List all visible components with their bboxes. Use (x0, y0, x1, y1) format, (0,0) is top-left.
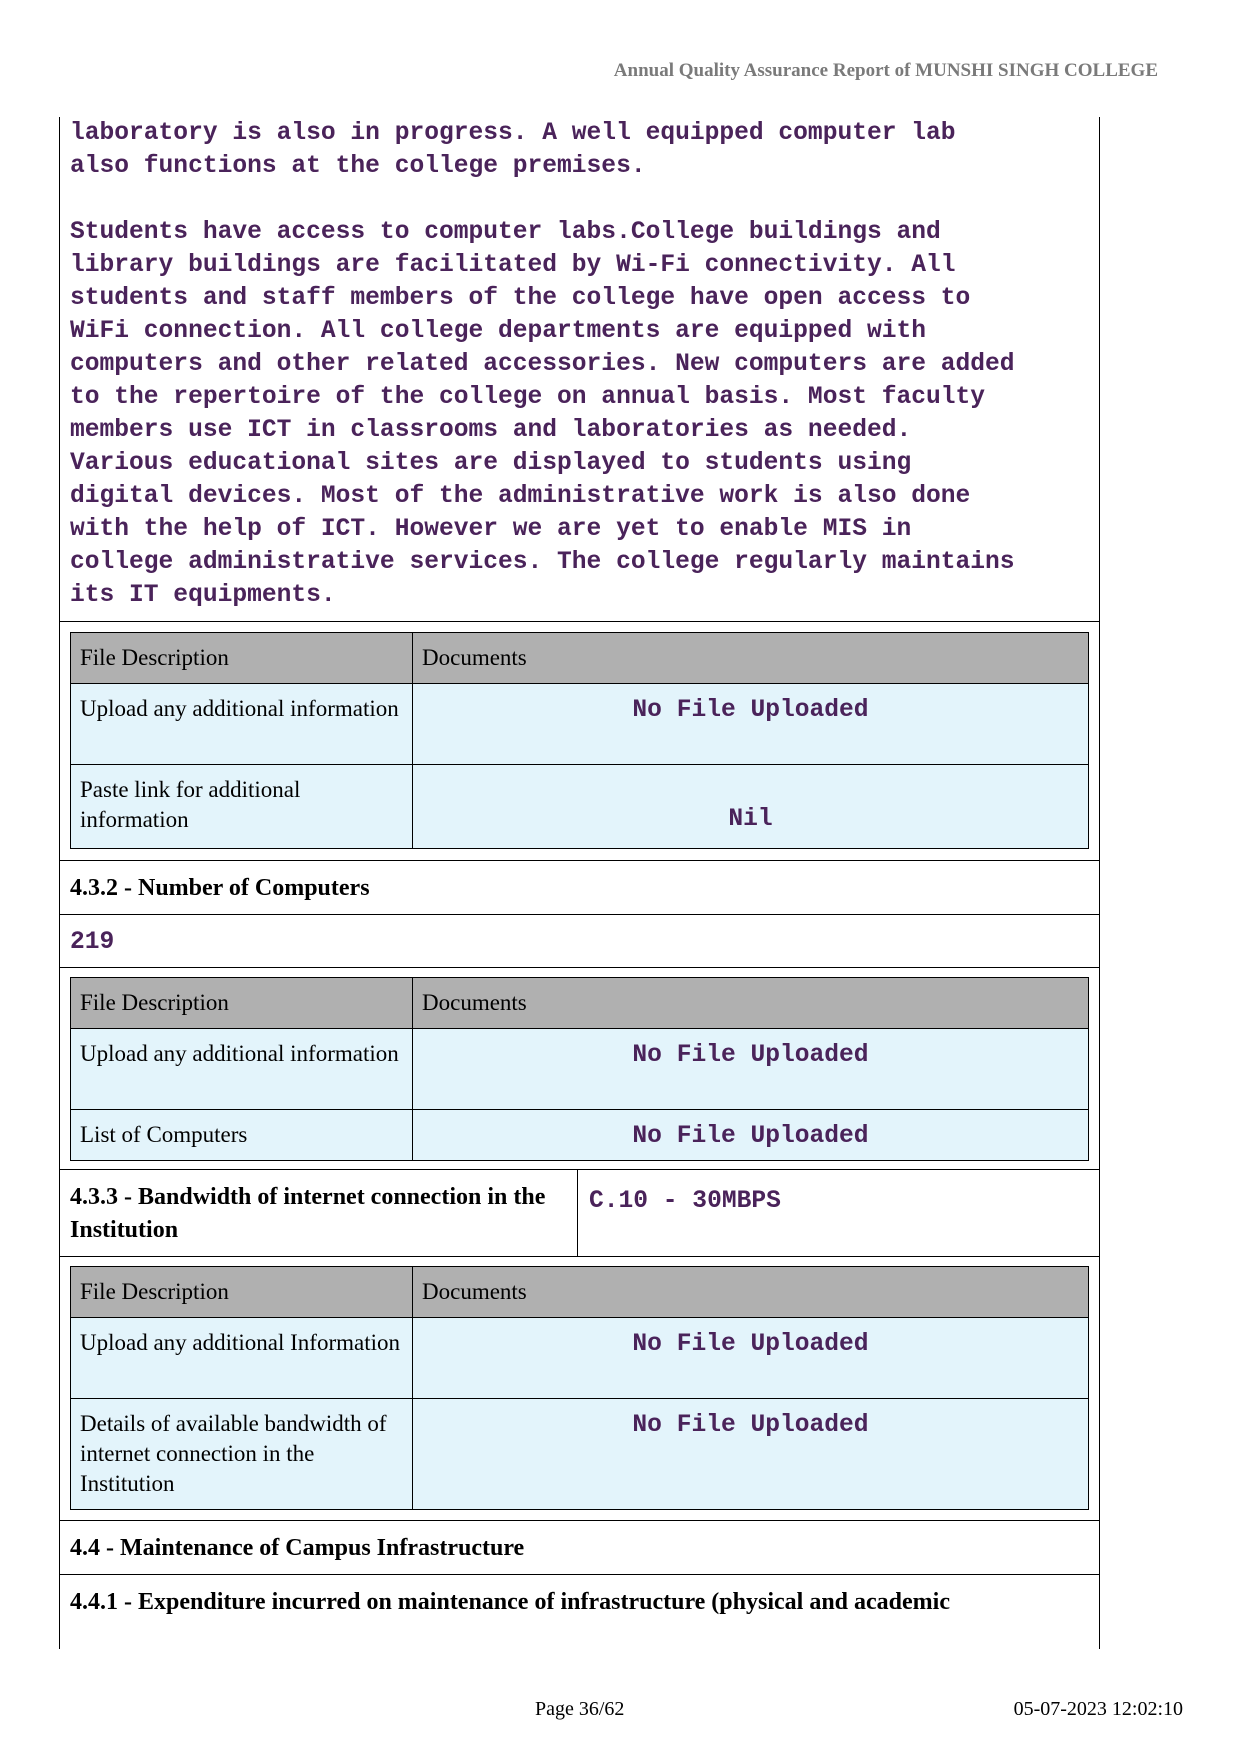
row-document: No File Uploaded (413, 1318, 1089, 1399)
divider (60, 1256, 1099, 1257)
table-row (71, 1318, 1089, 1399)
row-description: Paste link for additional information (71, 765, 413, 849)
cell-divider (577, 1169, 578, 1256)
table-header-row (71, 1267, 1089, 1318)
col-documents: Documents (413, 1267, 1089, 1318)
row-document: No File Uploaded (413, 1029, 1089, 1110)
content-frame (59, 117, 1100, 1649)
row-description: List of Computers (71, 1110, 413, 1161)
table-row (71, 765, 1089, 849)
row-document: No File Uploaded (413, 684, 1089, 765)
divider (60, 914, 1099, 915)
divider (60, 967, 1099, 968)
divider (60, 1520, 1099, 1521)
table-row (71, 1399, 1089, 1510)
number-of-computers-value: 219 (70, 929, 115, 956)
divider (60, 860, 1099, 861)
row-description: Upload any additional Information (71, 1318, 413, 1399)
section-title-4-4-1: 4.4.1 - Expenditure incurred on maintenance of infrastructure (physical and academic (70, 1589, 950, 1615)
section-title-4-3-2: 4.3.2 - Number of Computers (70, 875, 370, 901)
table-header-row (71, 978, 1089, 1029)
col-documents: Documents (413, 978, 1089, 1029)
row-description: Details of available bandwidth of internet connection in the Institution (71, 1399, 413, 1510)
row-document: No File Uploaded (413, 1110, 1089, 1161)
section-title-4-4: 4.4 - Maintenance of Campus Infrastructure (70, 1535, 525, 1561)
col-file-description: File Description (71, 633, 413, 684)
generated-timestamp: 05-07-2023 12:02:10 (1013, 1698, 1183, 1720)
divider (60, 1169, 1099, 1170)
report-header: Annual Quality Assurance Report of MUNSHI SINGH COLLEGE (613, 60, 1158, 81)
table-header-row (71, 633, 1089, 684)
col-file-description: File Description (71, 978, 413, 1029)
col-documents: Documents (413, 633, 1089, 684)
file-table-3 (70, 1266, 1089, 1510)
file-table-2 (70, 977, 1089, 1161)
table-row (71, 684, 1089, 765)
divider (60, 1574, 1099, 1575)
page-number: Page 36/62 (535, 1698, 625, 1720)
infrastructure-description: laboratory is also in progress. A well equipped computer lab also functions at the college premises. Students have access to computer labs.College buildings and library buildings are facilitated by Wi-Fi connectivity. All students and staff members of the college have open access to WiFi connection. All college departments are equipped with computers and other related accessories. New computers are added to the repertoire of the college on annual basis. Most faculty members use ICT in classrooms and laboratories as needed. Various educational sites are displayed to students using digital devices. Most of the administrative work is also done with the help of ICT. However we are yet to enable MIS in college administrative services. The college regularly maintains its IT equipments. (70, 120, 1015, 609)
divider (60, 621, 1099, 622)
file-table-1 (70, 632, 1089, 849)
table-row (71, 1110, 1089, 1161)
bandwidth-value: C.10 - 30MBPS (589, 1188, 781, 1215)
row-link[interactable]: Nil (413, 765, 1089, 849)
row-description: Upload any additional information (71, 1029, 413, 1110)
section-title-4-3-3: 4.3.3 - Bandwidth of internet connection in the Institution (70, 1184, 546, 1243)
row-document: No File Uploaded (413, 1399, 1089, 1510)
row-description: Upload any additional information (71, 684, 413, 765)
col-file-description: File Description (71, 1267, 413, 1318)
table-row (71, 1029, 1089, 1110)
